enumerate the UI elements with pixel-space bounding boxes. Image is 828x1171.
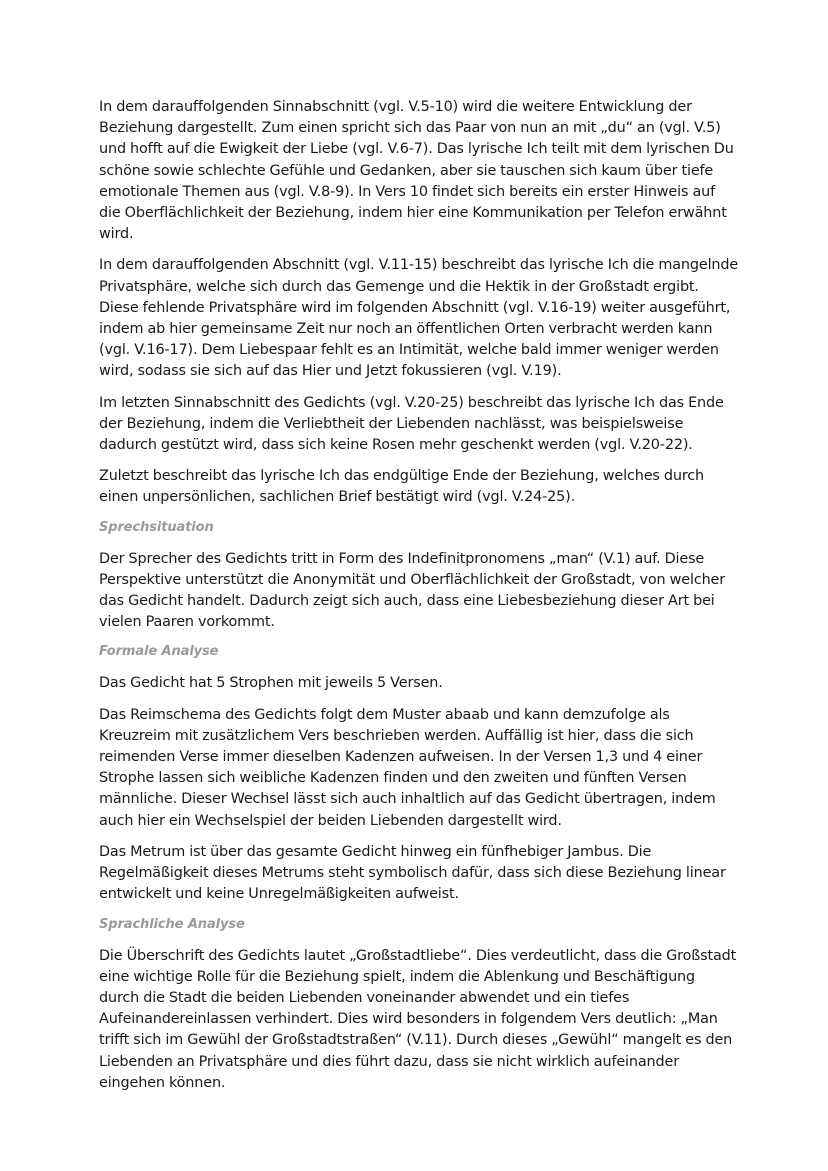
- paragraph-strophen: Das Gedicht hat 5 Strophen mit jeweils 5 Versen.: [99, 675, 443, 692]
- document-page: [99, 97, 739, 1104]
- section-heading-sprachliche-analyse: Sprachliche Analyse: [99, 916, 245, 932]
- paragraph-letzter-sinnabschnitt: Im letzten Sinnabschnitt des Gedichts (vgl. V.20-25) beschreibt das lyrische Ich das Ende der Beziehung, indem die Verliebtheit der Liebenden nachlässt, was beispielsweise dadurch gestützt wird, dass sich keine Rosen mehr geschenkt werden (vgl. V.20-22).: [99, 394, 724, 454]
- paragraph-ende-beziehung: Zuletzt beschreibt das lyrische Ich das endgültige Ende der Beziehung, welches durch einen unpersönlichen, sachlichen Brief bestätigt wird (vgl. V.24-25).: [99, 468, 705, 506]
- paragraph-ueberschrift: Die Überschrift des Gedichts lautet „Großstadtliebe“. Dies verdeutlicht, dass die Großstadt eine wichtige Rolle für die Beziehung spielt, indem die Ablenkung und Beschäftigung durch die Stadt die beiden Liebenden voneinander abwendet und ein tiefes Aufeinandereinlassen verhindert. Dies wird besonders in folgendem Vers deutlich: „Man trifft sich im Gewühl der Großstadtstraßen“ (V.11). Durch dieses „Gewühl“ mangelt es den Liebenden an Privatsphäre und dies führt dazu, dass sie nicht wirklich aufeinander eingehen können.: [99, 947, 737, 1091]
- paragraph-sinnabschnitt-beziehung: In dem darauffolgenden Sinnabschnitt (vgl. V.5-10) wird die weitere Entwicklung der Beziehung dargestellt. Zum einen spricht sich das Paar von nun an mit „du“ an (vgl. V.5) und hofft auf die Ewigkeit der Liebe (vgl. V.6-7). Das lyrische Ich teilt mit dem lyrischen Du schöne sowie schlechte Gefühle und Gedanken, aber sie tauschen sich kaum über tiefe emotionale Themen aus (vgl. V.8-9). In Vers 10 findet sich bereits ein erster Hinweis auf die Oberflächlichkeit der Beziehung, indem hier eine Kommunikation per Telefon erwähnt wird.: [99, 99, 734, 243]
- paragraph-reimschema: Das Reimschema des Gedichts folgt dem Muster abaab und kann demzufolge als Kreuzreim mit zusätzlichem Vers beschrieben werden. Auffällig ist hier, dass die sich reimenden Verse immer dieselben Kadenzen aufweisen. In der Versen 1,3 und 4 einer Strophe lassen sich weibliche Kadenzen finden und den zweiten und fünften Versen männliche. Dieser Wechsel lässt sich auch inhaltlich auf das Gedicht übertragen, indem auch hier ein Wechselspiel der beiden Liebenden dargestellt wird.: [99, 706, 716, 829]
- paragraph-sprecher: Der Sprecher des Gedichts tritt in Form des Indefinitpronomens „man“ (V.1) auf. Diese Perspektive unterstützt die Anonymität und Oberflächlichkeit der Großstadt, von welcher das Gedicht handelt. Dadurch zeigt sich auch, dass eine Liebesbeziehung dieser Art bei vielen Paaren vorkommt.: [99, 550, 726, 631]
- section-heading-formale-analyse: Formale Analyse: [99, 644, 219, 660]
- paragraph-metrum: Das Metrum ist über das gesamte Gedicht hinweg ein fünfhebiger Jambus. Die Regelmäßigkeit dieses Metrums steht symbolisch dafür, dass sich diese Beziehung linear entwickelt und keine Unregelmäßigkeiten aufweist.: [99, 843, 726, 903]
- paragraph-privatsphaere: In dem darauffolgenden Abschnitt (vgl. V.11-15) beschreibt das lyrische Ich die mangelnde Privatsphäre, welche sich durch das Gemenge und die Hektik in der Großstadt ergibt. Diese fehlende Privatsphäre wird im folgenden Abschnitt (vgl. V.16-19) weiter ausgeführt, indem ab hier gemeinsame Zeit nur noch an öffentlichen Orten verbracht werden kann (vgl. V.16-17). Dem Liebespaar fehlt es an Intimität, welche bald immer weniger werden wird, sodass sie sich auf das Hier und Jetzt fokussieren (vgl. V.19).: [99, 257, 739, 380]
- section-heading-sprechsituation: Sprechsituation: [99, 519, 214, 535]
